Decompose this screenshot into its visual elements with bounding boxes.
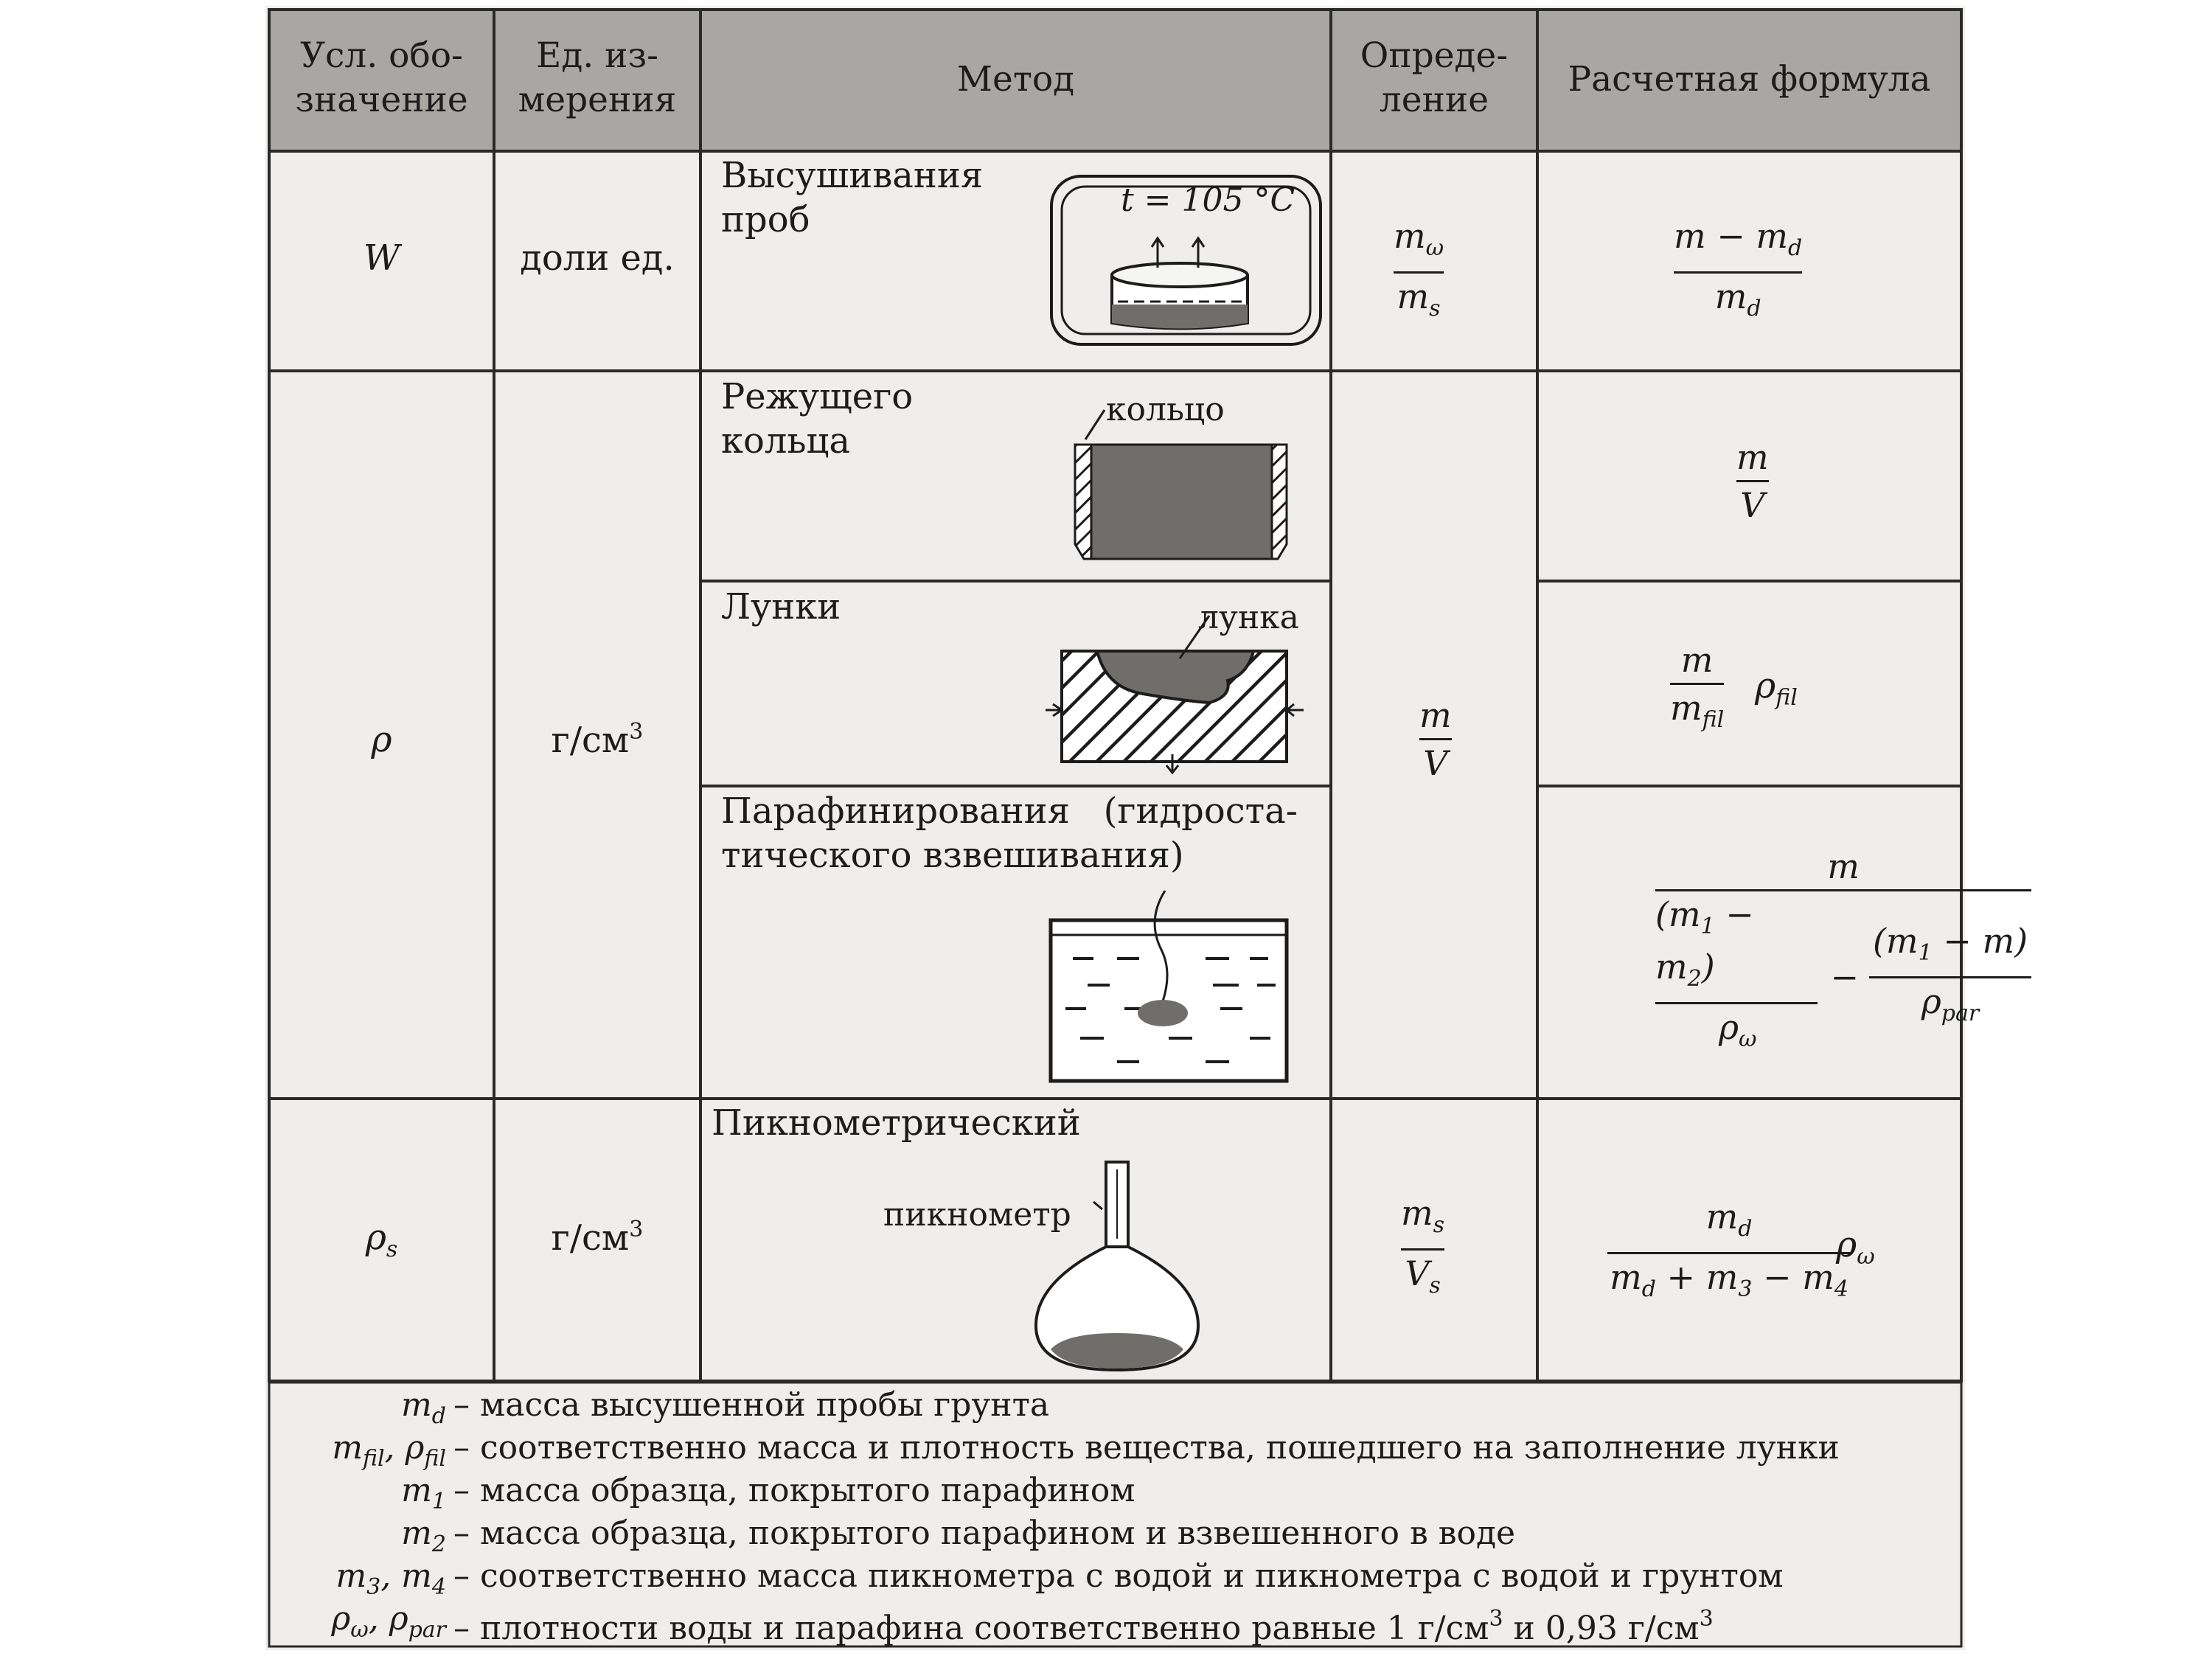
method-paraffin: Парафинирования (гидроста- тического взвешивания) — [721, 790, 1298, 876]
legend-text: – масса образца, покрытого парафином и взвешенного в воде — [453, 1514, 1516, 1552]
document-page — [265, 6, 2028, 1650]
formula-cutting-ring: m V — [1736, 437, 1769, 525]
symbol-particle-density: $\rho_s$ — [365, 1217, 398, 1262]
legend-symbol: $\rho_\omega$, $\rho_{par}$ — [331, 1600, 446, 1643]
formula-particle-density: $m_d$ $m_d + m_3 - m_4$ — [1607, 1197, 1851, 1310]
method-pycnometer: Пикнометрический — [712, 1102, 1081, 1144]
paraffin-weighing-figure — [1036, 891, 1301, 1090]
formula-paraffin-right-term: $(m_1 - m)$ $\rho_{par}$ — [1869, 921, 2031, 1034]
definition-moisture — [1394, 216, 1444, 329]
legend-row — [269, 1385, 1958, 1427]
formula-paraffin: m $(m_1 - m_2)$ $\rho_\omega$ − $(m_1 - m)$ $\rho_{par}$ — [1655, 846, 2031, 1060]
legend-row — [269, 1427, 1958, 1470]
method-cutting-ring: Режущего кольца — [721, 376, 914, 462]
formula-paraffin-left-term: $(m_1 - m_2)$ $\rho_\omega$ — [1655, 894, 1820, 1060]
legend-symbol: $m_d$ — [401, 1386, 446, 1429]
legend-text: – соответственно масса пикнометра с водой и пикнометра с водой и грунтом — [453, 1557, 1784, 1595]
legend-symbol: $m_2$ — [401, 1514, 446, 1557]
legend-text: – соответственно масса и плотность вещества, пошедшего на заполнение лунки — [453, 1429, 1840, 1467]
formula-paraffin-minus: − — [1830, 957, 1859, 997]
legend-symbol: $m_3$, $m_4$ — [335, 1557, 446, 1600]
legend-row — [269, 1556, 1958, 1599]
definition-density: m V — [1419, 695, 1452, 783]
formula-moisture-numerator: $m - m_d$ — [1674, 216, 1803, 261]
header-symbol: Усл. обо- значение — [295, 35, 468, 120]
header-unit: Ед. из- мерения — [518, 35, 677, 120]
legend-text: – масса высушенной пробы грунта — [453, 1386, 1050, 1424]
formula-particle-density-factor: $\rho_\omega$ — [1836, 1224, 1875, 1270]
formula-hole-factor: $\rho_{fil}$ — [1755, 665, 1798, 711]
definition-particle-density: $m_s$ $V_s$ — [1401, 1193, 1445, 1298]
drying-temperature-label: t = 105 °C — [1121, 181, 1295, 219]
legend-text: – плотности воды и парафина соответственно равные 1 $г/см^3$ и 0,93 $г/см^3$ — [453, 1606, 1714, 1647]
definition-moisture-denominator: $m_s$ — [1397, 276, 1441, 321]
legend-symbol: $m_1$ — [401, 1472, 446, 1514]
legend-text: – масса образца, покрытого парафином — [453, 1472, 1135, 1509]
unit-moisture: доли ед. — [520, 237, 675, 279]
formula-hole: m $m_{fil}$ — [1670, 640, 1725, 733]
legend-row — [269, 1599, 1958, 1647]
header-formula: Расчетная формула — [1568, 59, 1931, 100]
method-hole: Лунки — [721, 586, 841, 627]
legend-row — [269, 1470, 1958, 1513]
legend-row — [269, 1513, 1958, 1556]
definition-moisture-numerator: $m_\omega$ — [1394, 216, 1444, 261]
formula-moisture — [1674, 216, 1802, 329]
formula-moisture-denominator: $m_d$ — [1714, 276, 1761, 321]
unit-particle-density: $г/см^3$ — [551, 1217, 644, 1259]
symbol-density: ρ — [371, 719, 392, 760]
header-definition: Опреде- ление — [1360, 35, 1509, 120]
pycnometer-label: пикнометр — [883, 1196, 1071, 1234]
hole-label: лунка — [1198, 599, 1299, 636]
header-method: Метод — [956, 59, 1075, 100]
method-drying: Высушивания проб — [721, 155, 984, 240]
cutting-ring-label: кольцо — [1106, 391, 1225, 428]
unit-density: $г/см^3$ — [551, 719, 644, 761]
legend-symbol: $m_{fil}$, $\rho_{fil}$ — [332, 1429, 446, 1472]
pycnometer-figure — [1021, 1156, 1213, 1377]
symbol-moisture: W — [363, 237, 400, 279]
